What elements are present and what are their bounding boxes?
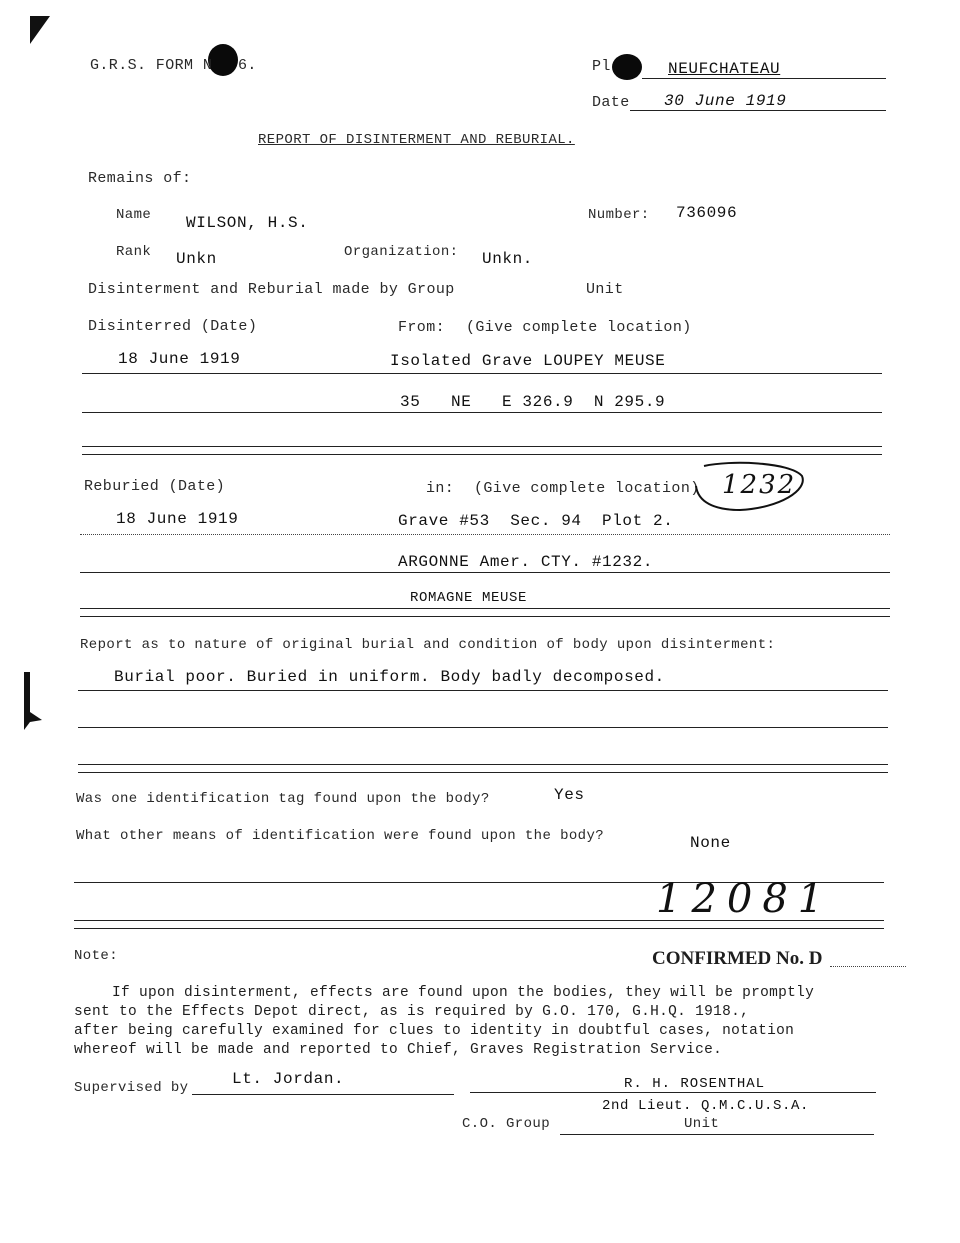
margin-mark-left: [22, 672, 44, 732]
officer-underline: [470, 1092, 876, 1093]
reburial-handwritten-number: 1232: [722, 470, 797, 500]
officer-name: R. H. ROSENTHAL: [624, 1076, 766, 1092]
co-group-label: C.O. Group: [462, 1116, 551, 1132]
reburial-line-3: [80, 608, 890, 609]
from-line-3: [82, 446, 882, 447]
supervisor-underline: [192, 1094, 454, 1095]
ink-blot-form-number: [208, 44, 238, 76]
group-label: Disinterment and Reburial made by Group: [88, 281, 455, 298]
corner-mark-top-left: [30, 16, 52, 46]
disinterred-date-value: 18 June 1919: [118, 350, 241, 368]
date-label: Date: [592, 94, 630, 111]
rank-value: Unkn: [176, 250, 217, 268]
handwritten-circle: [690, 458, 810, 518]
from-location-line1: Isolated Grave LOUPEY MEUSE: [390, 352, 666, 370]
id-line-2: [74, 920, 884, 921]
reburial-location-line2: ARGONNE Amer. CTY. #1232.: [398, 553, 654, 571]
name-value: WILSON, H.S.: [186, 214, 309, 232]
date-value: 30 June 1919: [664, 92, 787, 110]
report-question: Report as to nature of original burial and condition of body upon disinterment:: [80, 637, 776, 653]
organization-label: Organization:: [344, 244, 459, 260]
from-line-4: [82, 454, 882, 455]
disinterred-date-label: Disinterred (Date): [88, 318, 258, 335]
note-text-line: sent to the Effects Depot direct, as is required by G.O. 170, G.H.Q. 1918.,: [74, 1004, 750, 1020]
reburial-location-line1: Grave #53 Sec. 94 Plot 2.: [398, 512, 674, 530]
note-text-line: whereof will be made and reported to Chief, Graves Registration Service.: [74, 1042, 723, 1058]
reburial-dotted-line-1: [80, 534, 890, 535]
report-line-2: [78, 727, 888, 728]
report-line-1: [78, 690, 888, 691]
officer-title: 2nd Lieut. Q.M.C.U.S.A.: [602, 1098, 810, 1114]
note-label: Note:: [74, 948, 119, 964]
organization-value: Unkn.: [482, 250, 534, 268]
id-handwritten-number: 12081: [656, 876, 834, 922]
tag-question: Was one identification tag found upon the body?: [76, 791, 490, 807]
place-label: Pl: [592, 58, 611, 75]
reburied-date-label: Reburied (Date): [84, 478, 226, 495]
other-id-question: What other means of identification were found upon the body?: [76, 828, 605, 844]
reburial-line-2: [80, 572, 890, 573]
in-label: in:: [426, 480, 455, 497]
name-label: Name: [116, 207, 152, 223]
confirmed-dotted-line: [830, 966, 906, 967]
supervisor-name: Lt. Jordan.: [232, 1070, 345, 1088]
number-value: 736096: [676, 204, 738, 222]
note-text-line: after being carefully examined for clues to identity in doubtful cases, notation: [74, 1023, 795, 1039]
reburial-location-line3: ROMAGNE MEUSE: [410, 590, 528, 606]
remains-section-label: Remains of:: [88, 170, 192, 187]
in-location-hint: (Give complete location): [474, 480, 700, 497]
report-line-4: [78, 772, 888, 773]
ink-blot-place: [612, 54, 642, 80]
from-location-line2: 35 NE E 326.9 N 295.9: [400, 393, 666, 411]
supervised-by-label: Supervised by: [74, 1080, 189, 1096]
note-paragraph: [74, 984, 874, 1060]
other-id-answer: None: [690, 834, 731, 852]
co-group-underline: [560, 1134, 874, 1135]
report-line-3: [78, 764, 888, 765]
form-number-suffix: 6.: [238, 57, 257, 74]
place-value: NEUFCHATEAU: [668, 60, 781, 78]
co-unit-label: Unit: [684, 1116, 720, 1132]
from-location-hint: (Give complete location): [466, 319, 692, 336]
rank-label: Rank: [116, 244, 152, 260]
date-underline: [630, 110, 886, 111]
id-line-3: [74, 928, 884, 929]
form-label: G.R.S. FORM N: [90, 57, 213, 74]
from-line-1: [82, 373, 882, 374]
number-label: Number:: [588, 207, 650, 223]
confirmed-stamp: CONFIRMED No. D: [652, 948, 823, 969]
from-label: From:: [398, 319, 446, 336]
reburial-line-4: [80, 616, 890, 617]
report-answer: Burial poor. Buried in uniform. Body badly decomposed.: [114, 668, 665, 686]
place-underline: [642, 78, 886, 79]
page-title: REPORT OF DISINTERMENT AND REBURIAL.: [258, 132, 575, 148]
reburied-date-value: 18 June 1919: [116, 510, 239, 528]
from-line-2: [82, 412, 882, 413]
unit-label: Unit: [586, 281, 624, 298]
tag-answer: Yes: [554, 786, 585, 804]
note-text-line: If upon disinterment, effects are found upon the bodies, they will be promptly: [112, 985, 815, 1001]
